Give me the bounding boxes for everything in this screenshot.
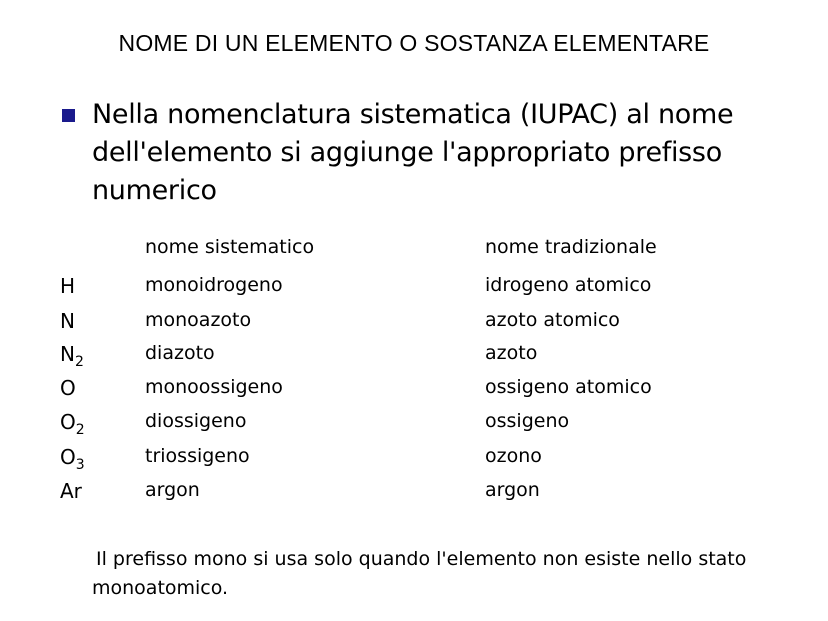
systematic-name: monoazoto [145, 309, 252, 331]
header-traditional-name: nome tradizionale [485, 236, 657, 258]
systematic-name: monoossigeno [145, 376, 283, 398]
traditional-name: ossigeno [485, 410, 570, 432]
traditional-name: ozono [485, 445, 542, 467]
systematic-name: argon [145, 479, 200, 501]
systematic-name: monoidrogeno [145, 274, 283, 296]
table-row [0, 479, 828, 509]
header-systematic-name: nome sistematico [145, 236, 315, 258]
element-symbol: $O_3$ [60, 445, 85, 473]
square-bullet-icon [62, 109, 75, 122]
systematic-name: diossigeno [145, 410, 247, 432]
bullet-text: Nella nomenclatura sistematica (IUPAC) al nome dell'elemento si aggiunge l'appropriato prefisso numerico [92, 99, 734, 206]
traditional-name: argon [485, 479, 540, 501]
systematic-name: triossigeno [145, 445, 250, 467]
table-row [0, 376, 828, 406]
traditional-name: azoto [485, 342, 538, 364]
element-symbol: O [60, 376, 76, 400]
table-row [0, 309, 828, 339]
element-symbol: N [60, 309, 75, 333]
systematic-name: diazoto [145, 342, 215, 364]
table-row [0, 274, 828, 304]
element-symbol: $N_2$ [60, 342, 84, 370]
footnote: Il prefisso mono si usa solo quando l'elemento non esiste nello stato monoatomico. [92, 548, 747, 599]
traditional-name: azoto atomico [485, 309, 620, 331]
table-row [0, 342, 828, 372]
slide-title: NOME DI UN ELEMENTO O SOSTANZA ELEMENTARE [118, 30, 710, 56]
element-symbol: $O_2$ [60, 410, 85, 438]
table-row [0, 445, 828, 475]
element-symbol: H [60, 274, 76, 298]
table-row [0, 410, 828, 440]
element-symbol: Ar [60, 479, 82, 503]
traditional-name: idrogeno atomico [485, 274, 652, 296]
traditional-name: ossigeno atomico [485, 376, 652, 398]
